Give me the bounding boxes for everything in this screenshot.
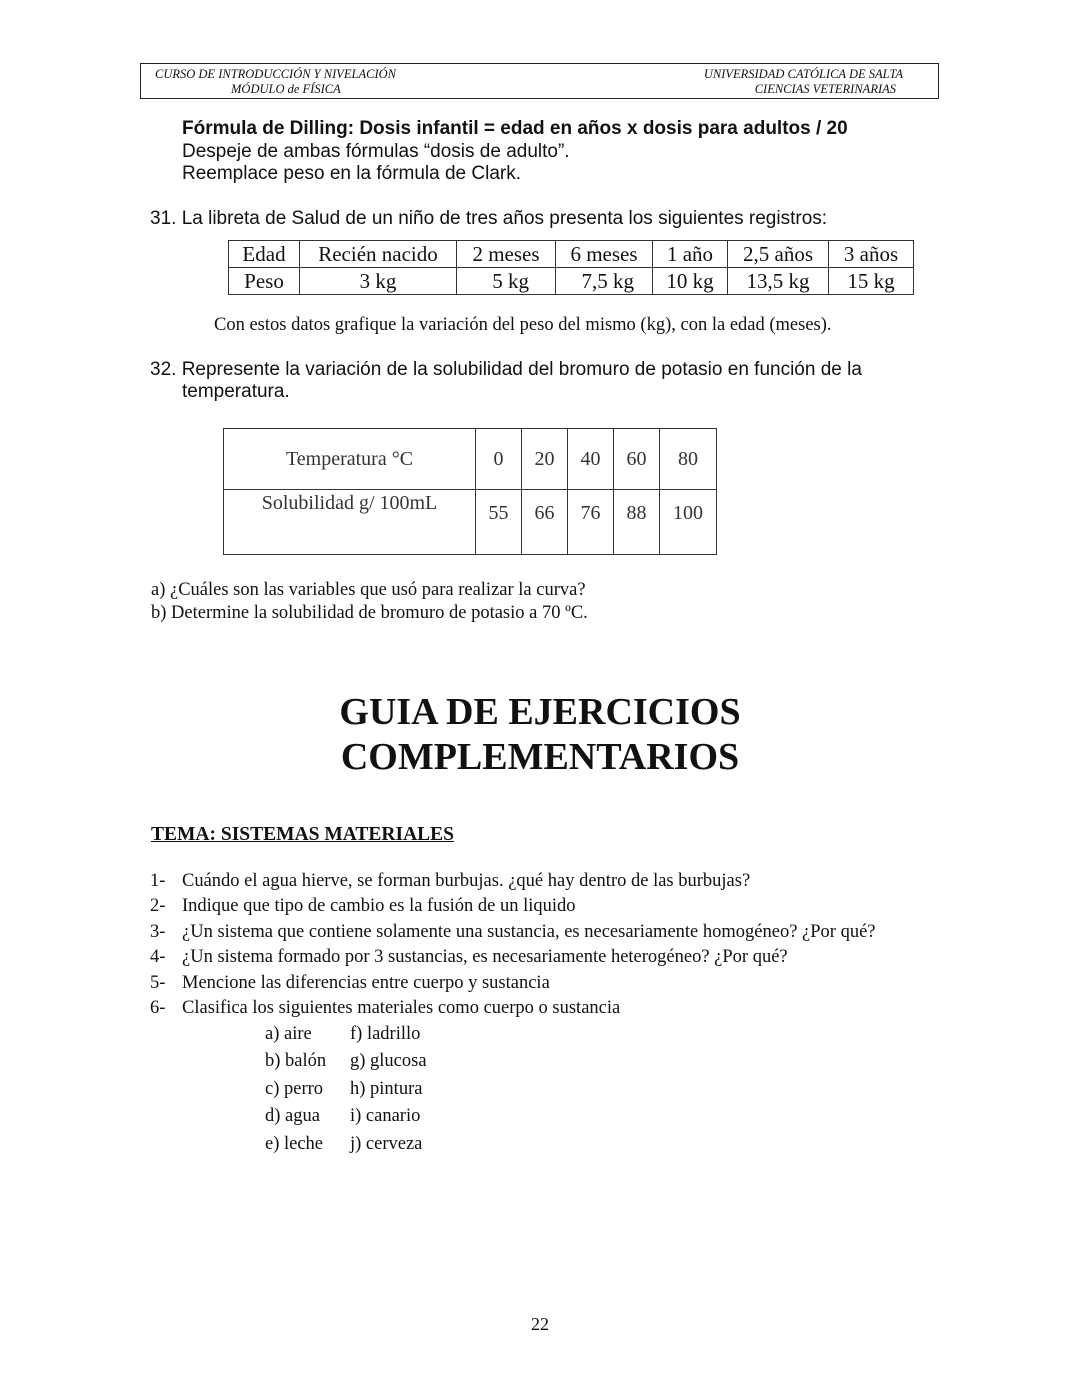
material-item: g) glucosa: [350, 1051, 427, 1071]
table-cell: 15 kg: [829, 268, 914, 295]
question-number: 1-: [150, 871, 166, 891]
table-cell: 13,5 kg: [728, 268, 829, 295]
question-text: ¿Un sistema formado por 3 sustancias, es necesariamente heterogéneo? ¿Por qué?: [182, 947, 788, 967]
guide-title-line2: COMPLEMENTARIOS: [340, 736, 740, 778]
table-cell: 40: [568, 429, 614, 490]
solubility-table: [223, 428, 717, 555]
exercise-32-question-b: b) Determine la solubilidad de bromuro de potasio a 70 ºC.: [151, 603, 588, 623]
material-item: j) cerveza: [350, 1134, 423, 1154]
topic-heading: TEMA: SISTEMAS MATERIALES: [151, 824, 455, 845]
question-number: 4-: [150, 947, 166, 967]
page-header: [140, 63, 939, 99]
exercise-32-statement: 32. Represente la variación de la solubilidad del bromuro de potasio en función de la: [150, 359, 862, 380]
material-item: a) aire: [265, 1024, 312, 1044]
table-cell: 80: [660, 429, 717, 490]
question-text: ¿Un sistema que contiene solamente una sustancia, es necesariamente homogéneo? ¿Por qué?: [182, 922, 876, 942]
table-cell: 6 meses: [556, 241, 653, 268]
table-row: [224, 429, 717, 490]
question-number: 6-: [150, 998, 166, 1018]
table-cell: Recién nacido: [300, 241, 457, 268]
header-faculty: CIENCIAS VETERINARIAS: [754, 82, 896, 96]
table-cell: 7,5 kg: [556, 268, 653, 295]
table-cell: Temperatura °C: [224, 429, 476, 490]
table-cell: 3 kg: [300, 268, 457, 295]
table-cell: 5 kg: [457, 268, 556, 295]
table-cell: 10 kg: [653, 268, 728, 295]
table-cell: 2 meses: [457, 241, 556, 268]
question-text: Clasifica los siguientes materiales como cuerpo o sustancia: [182, 998, 621, 1018]
material-item: f) ladrillo: [350, 1024, 421, 1044]
question-text: Indique que tipo de cambio es la fusión de un liquido: [182, 896, 576, 916]
table-cell: 0: [476, 429, 522, 490]
weight-age-table: [228, 240, 914, 295]
material-item: b) balón: [265, 1051, 327, 1071]
table-cell: 76: [568, 490, 614, 555]
table-row: [229, 241, 914, 268]
table-cell: 60: [614, 429, 660, 490]
header-module: MÓDULO de FÍSICA: [231, 82, 341, 96]
guide-title-line1: GUIA DE EJERCICIOS: [339, 691, 741, 733]
table-cell: Solubilidad g/ 100mL: [224, 490, 476, 555]
table-cell: 66: [522, 490, 568, 555]
table-cell: 55: [476, 490, 522, 555]
page-number: 22: [531, 1314, 549, 1334]
table-cell: 20: [522, 429, 568, 490]
reemplace-instruction: Reemplace peso en la fórmula de Clark.: [182, 163, 522, 184]
question-text: Mencione las diferencias entre cuerpo y sustancia: [182, 973, 550, 993]
exercise-32-question-a: a) ¿Cuáles son las variables que usó para realizar la curva?: [151, 580, 586, 600]
table-row: [224, 490, 717, 555]
table-cell: 2,5 años: [728, 241, 829, 268]
exercise-31-statement: 31. La libreta de Salud de un niño de tres años presenta los siguientes registros:: [150, 208, 828, 229]
question-number: 2-: [150, 896, 166, 916]
table-cell: 1 año: [653, 241, 728, 268]
material-item: e) leche: [265, 1134, 324, 1154]
material-item: i) canario: [350, 1106, 421, 1126]
table-cell: 100: [660, 490, 717, 555]
table-cell: Edad: [229, 241, 300, 268]
material-item: c) perro: [265, 1079, 324, 1099]
table-row: [229, 268, 914, 295]
dilling-formula: Fórmula de Dilling: Dosis infantil = edad en años x dosis para adultos / 20: [182, 118, 848, 139]
header-course: CURSO DE INTRODUCCIÓN Y NIVELACIÓN: [155, 67, 396, 81]
material-item: h) pintura: [350, 1079, 423, 1099]
question-text: Cuándo el agua hierve, se forman burbujas. ¿qué hay dentro de las burbujas?: [182, 871, 751, 891]
exercise-31-instruction: Con estos datos grafique la variación del peso del mismo (kg), con la edad (meses).: [214, 315, 832, 335]
table-cell: 3 años: [829, 241, 914, 268]
header-university: UNIVERSIDAD CATÓLICA DE SALTA: [703, 67, 903, 81]
material-item: d) agua: [265, 1106, 320, 1126]
question-number: 3-: [150, 922, 166, 942]
table-cell: Peso: [229, 268, 300, 295]
exercise-32-statement-cont: temperatura.: [182, 381, 290, 402]
question-number: 5-: [150, 973, 166, 993]
despeje-instruction: Despeje de ambas fórmulas “dosis de adulto”.: [182, 141, 570, 162]
table-cell: 88: [614, 490, 660, 555]
